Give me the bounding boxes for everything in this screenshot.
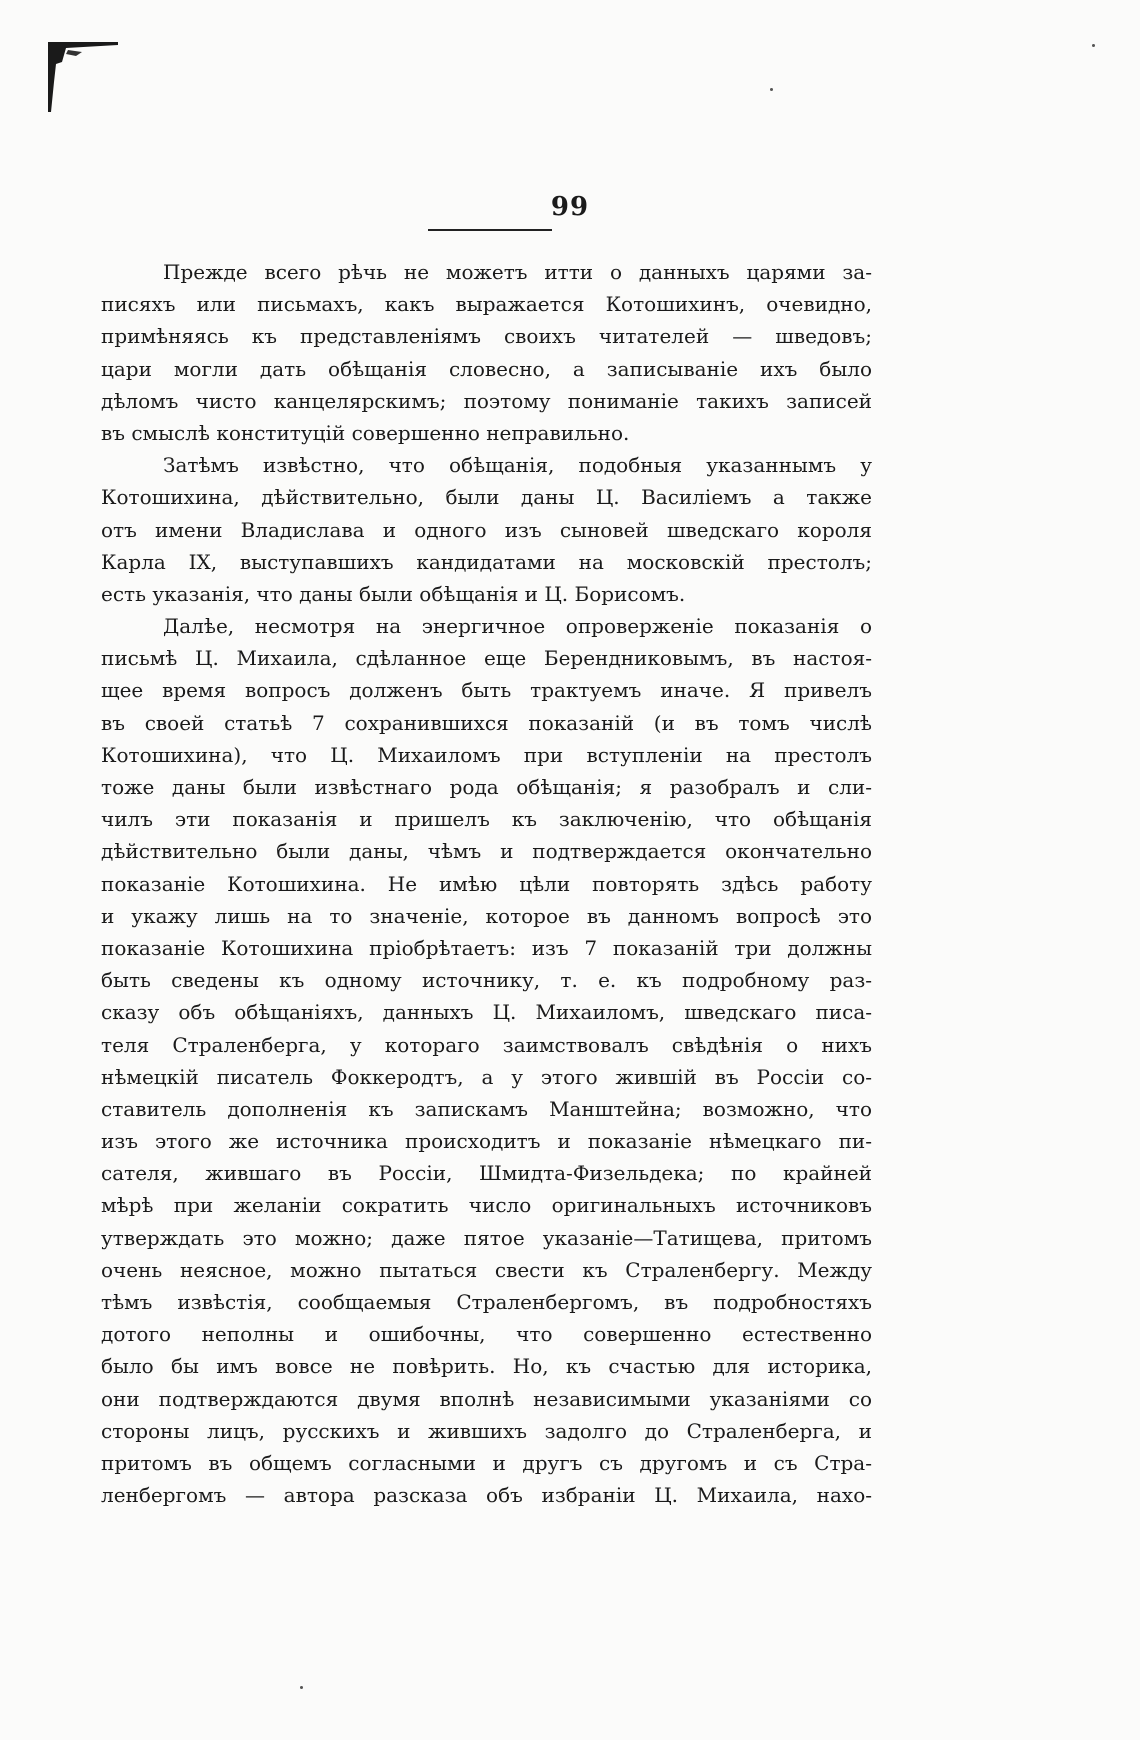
page-number: 99 (550, 192, 590, 222)
scan-speck (1092, 44, 1095, 47)
text-line: и укажу лишь на то значеніе, которое въ данномъ вопросѣ это (101, 903, 872, 928)
text-line: Котошихина), что Ц. Михаиломъ при вступленіи на престолъ (101, 742, 872, 767)
text-line: утверждать это можно; даже пятое указаніе—Татищева, притомъ (101, 1225, 872, 1250)
body-text (101, 256, 872, 1511)
page-number-rule (428, 229, 552, 231)
text-line: они подтверждаются двумя вполнѣ независимыми указаніями со (101, 1386, 872, 1411)
text-line: цари могли дать обѣщанія словесно, а записываніе ихъ было (101, 356, 872, 381)
text-line: стороны лицъ, русскихъ и жившихъ задолго до Страленберга, и (101, 1418, 872, 1443)
text-line: Далѣе, несмотря на энергичное опроверженіе показанія о (163, 614, 872, 639)
text-line: дѣйствительно были даны, чѣмъ и подтверждается окончательно (101, 839, 872, 864)
text-line: ленбергомъ — автора разсказа объ избраніи Ц. Михаила, нахо- (101, 1483, 872, 1508)
text-line: въ своей статьѣ 7 сохранившихся показаній (и въ томъ числѣ (101, 710, 872, 735)
text-line: чилъ эти показанія и пришелъ къ заключенію, что обѣщанія (101, 807, 872, 832)
text-line: очень неясное, можно пытаться свести къ Страленбергу. Между (101, 1257, 872, 1282)
text-line: сказу объ обѣщаніяхъ, данныхъ Ц. Михаиломъ, шведскаго писа- (101, 1000, 872, 1025)
text-line: сателя, жившаго въ Россіи, Шмидта-Физельдека; по крайней (101, 1161, 872, 1186)
text-line: тѣмъ извѣстія, сообщаемыя Страленбергомъ, въ подробностяхъ (101, 1290, 872, 1314)
text-line: Котошихина, дѣйствительно, были даны Ц. Василіемъ а также (101, 485, 872, 510)
text-line: щее время вопросъ долженъ быть трактуемъ иначе. Я привелъ (101, 678, 872, 703)
text-line: писяхъ или письмахъ, какъ выражается Котошихинъ, очевидно, (101, 292, 872, 317)
text-line: примѣняясь къ представленіямъ своихъ читателей — шведовъ; (101, 324, 872, 349)
text-line: было бы имъ вовсе не повѣрить. Но, къ счастью для историка, (101, 1354, 872, 1379)
text-line: изъ этого же источника происходитъ и показаніе нѣмецкаго пи- (101, 1129, 872, 1154)
scan-corner-artifact (48, 42, 118, 112)
text-line: въ смыслѣ конституцій совершенно неправильно. (101, 420, 630, 445)
text-line: показаніе Котошихина. Не имѣю цѣли повторять здѣсь работу (101, 871, 872, 896)
text-line: Прежде всего рѣчь не можетъ итти о данныхъ царями за- (163, 260, 872, 284)
text-line: показаніе Котошихина пріобрѣтаетъ: изъ 7 показаній три должны (101, 935, 872, 960)
text-line: дѣломъ чисто канцелярскимъ; поэтому пониманіе такихъ записей (101, 388, 872, 413)
scan-speck (300, 1686, 303, 1689)
text-line: Карла IX, выступавшихъ кандидатами на московскій престолъ; (101, 549, 872, 574)
text-line: дотого неполны и ошибочны, что совершенно естественно (101, 1322, 872, 1347)
text-line: нѣмецкій писатель Фоккеродтъ, а у этого жившій въ Россіи со- (101, 1064, 872, 1089)
text-line: теля Страленберга, у котораго заимствовалъ свѣдѣнія о нихъ (101, 1032, 872, 1057)
text-line: письмѣ Ц. Михаила, сдѣланное еще Берендниковымъ, въ настоя- (101, 646, 872, 671)
text-line: мѣрѣ при желаніи сократить число оригинальныхъ источниковъ (101, 1193, 872, 1218)
text-line: ставитель дополненія къ запискамъ Манштейна; возможно, что (101, 1096, 872, 1121)
text-line: Затѣмъ извѣстно, что обѣщанія, подобныя указаннымъ у (163, 453, 872, 478)
text-line: есть указанія, что даны были обѣщанія и Ц. Борисомъ. (101, 581, 686, 606)
scan-speck (770, 88, 773, 91)
text-line: тоже даны были извѣстнаго рода обѣщанія; я разобралъ и сли- (101, 775, 872, 799)
text-line: быть сведены къ одному источнику, т. е. къ подробному раз- (101, 968, 872, 993)
text-line: отъ имени Владислава и одного изъ сыновей шведскаго короля (101, 517, 872, 542)
text-line: притомъ въ общемъ согласными и другъ съ другомъ и съ Стра- (101, 1450, 872, 1475)
